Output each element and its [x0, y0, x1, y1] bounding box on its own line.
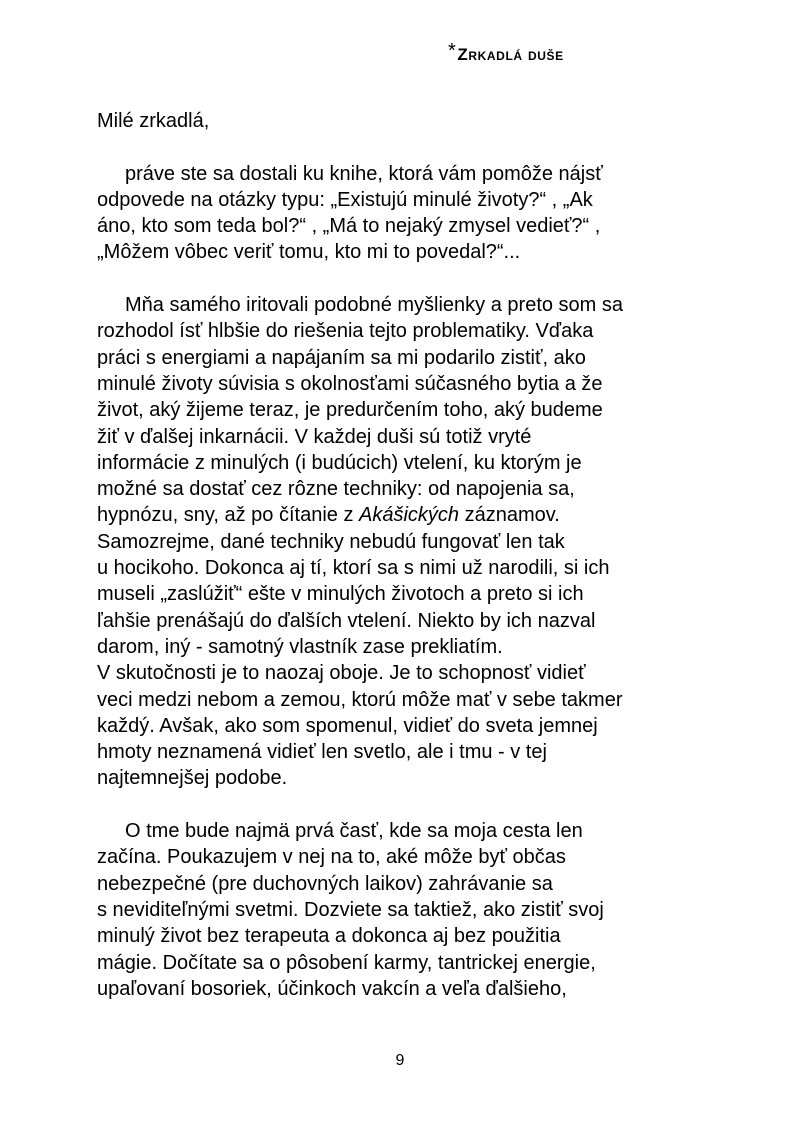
paragraph-line: s neviditeľnými svetmi. Dozviete sa taktiež, ako zistiť svoj — [97, 898, 604, 921]
paragraph-line: život, aký žijeme teraz, je predurčením toho, aký budeme — [97, 399, 603, 422]
paragraph-1 — [97, 161, 717, 266]
paragraph-gap — [97, 266, 717, 292]
paragraph-line-with-italic — [97, 502, 717, 528]
header-asterisk: * — [448, 40, 457, 62]
paragraph-line: V skutočnosti je to naozaj oboje. Je to schopnosť vidieť — [97, 662, 586, 685]
paragraph-line: informácie z minulých (i budúcich) vtelení, ku ktorým je — [97, 451, 582, 474]
paragraph-line: každý. Avšak, ako som spomenul, vidieť do sveta jemnej — [97, 714, 598, 737]
paragraph-2 — [97, 292, 717, 792]
paragraph-3 — [97, 818, 717, 1002]
paragraph-line: ľahšie prenášajú do ďalších vtelení. Niekto by ich nazval — [97, 609, 596, 632]
paragraph-line: upaľovaní bosoriek, účinkoch vakcín a veľa ďalšieho, — [97, 977, 567, 1000]
paragraph-line: veci medzi nebom a zemou, ktorú môže mať v sebe takmer — [97, 688, 623, 711]
paragraph-line: O tme bude najmä prvá časť, kde sa moja cesta len — [125, 820, 583, 843]
paragraph-line: minulé životy súvisia s okolnosťami súčasného bytia a že — [97, 372, 603, 395]
paragraph-line: mágie. Dočítate sa o pôsobení karmy, tantrickej energie, — [97, 951, 596, 974]
page-number: 9 — [395, 1052, 405, 1069]
header-title: Zrkadlá duše — [457, 45, 564, 64]
line-text: záznamov. — [459, 504, 560, 527]
line-text: hypnózu, sny, až po čítanie z — [97, 504, 360, 527]
paragraph-line: nebezpečné (pre duchovných laikov) zahrávanie sa — [97, 872, 553, 895]
paragraph-line: žiť v ďalšej inkarnácii. V každej duši sú totiž vryté — [97, 425, 532, 448]
paragraph-line: museli „zaslúžiť“ ešte v minulých životoch a preto si ich — [97, 583, 584, 606]
paragraph-line: „Môžem vôbec veriť tomu, kto mi to povedal?“... — [97, 241, 521, 264]
paragraph-gap — [97, 792, 717, 818]
paragraph-line: Samozrejme, dané techniky nebudú fungovať len tak — [97, 530, 565, 553]
running-header — [448, 40, 564, 65]
paragraph-line: práve ste sa dostali ku knihe, ktorá vám pomôže nájsť — [125, 162, 603, 185]
salutation: Milé zrkadlá, — [97, 110, 210, 132]
paragraph-line: začína. Poukazujem v nej na to, aké môže byť občas — [97, 846, 566, 869]
body-text — [97, 108, 717, 1002]
paragraph-line: darom, iný - samotný vlastník zase prekliatím. — [97, 635, 503, 658]
paragraph-line: hmoty neznamená vidieť len svetlo, ale i tmu - v tej — [97, 741, 547, 764]
paragraph-line: najtemnejšej podobe. — [97, 767, 288, 790]
italic-term: Akášických — [359, 504, 460, 527]
paragraph-line: Mňa samého iritovali podobné myšlienky a preto som sa — [125, 294, 624, 317]
paragraph-line: minulý život bez terapeuta a dokonca aj bez použitia — [97, 925, 561, 948]
paragraph-line: možné sa dostať cez rôzne techniky: od napojenia sa, — [97, 478, 575, 501]
paragraph-line: odpovede na otázky typu: „Existujú minulé životy?“ , „Ak — [97, 188, 593, 211]
paragraph-line: rozhodol ísť hlbšie do riešenia tejto problematiky. Vďaka — [97, 320, 594, 343]
paragraph-line: u hocikoho. Dokonca aj tí, ktorí sa s nimi už narodili, si ich — [97, 557, 610, 580]
paragraph-line: práci s energiami a napájaním sa mi podarilo zistiť, ako — [97, 346, 586, 369]
paragraph-line: áno, kto som teda bol?“ , „Má to nejaký zmysel vedieť?“ , — [97, 215, 601, 238]
